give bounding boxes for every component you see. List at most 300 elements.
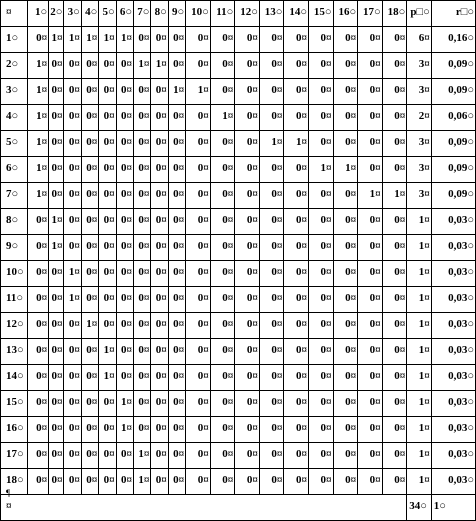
- table-cell: [116, 131, 133, 157]
- table-cell-text: 0¤: [345, 318, 357, 330]
- table-cell-text: 0¤: [295, 188, 307, 200]
- table-cell-text: 0¤: [138, 240, 150, 252]
- column-header-text: 10○: [191, 6, 209, 18]
- table-cell: [116, 209, 133, 235]
- table-cell: [116, 157, 133, 183]
- table-cell: [64, 27, 81, 53]
- table-cell-text: 0¤: [246, 214, 258, 226]
- table-cell: [358, 157, 383, 183]
- table-cell: [116, 417, 133, 443]
- table-cell: [259, 417, 284, 443]
- table-cell-text: 0,03○: [448, 422, 474, 434]
- table-cell-text: 0¤: [103, 396, 115, 408]
- table-cell: [151, 469, 168, 495]
- table-cell-text: 1¤: [36, 84, 48, 96]
- table-cell-text: 0¤: [271, 370, 283, 382]
- table-cell-text: 0¤: [121, 344, 132, 356]
- table-cell-text: 0¤: [36, 448, 48, 460]
- table-cell-text: 1¤: [418, 370, 430, 382]
- table-cell-text: 0¤: [295, 292, 307, 304]
- column-header-text: 17○: [363, 6, 381, 18]
- table-cell: [64, 339, 81, 365]
- table-cell-text: 1¤: [121, 422, 132, 434]
- row-label: [1, 443, 28, 469]
- table-cell-text: 0¤: [295, 448, 307, 460]
- table-cell-text: 0¤: [345, 84, 357, 96]
- table-cell-text: 0¤: [173, 318, 185, 330]
- table-cell: [99, 157, 116, 183]
- row-label-text: 10○: [6, 266, 24, 278]
- total-label-text: ¤: [6, 500, 12, 512]
- column-header: [382, 1, 407, 27]
- table-cell-text: 0¤: [369, 396, 381, 408]
- table-row: [1, 209, 476, 235]
- table-cell: [116, 235, 133, 261]
- table-cell: [81, 209, 98, 235]
- table-cell: [168, 469, 185, 495]
- table-cell-text: 0¤: [36, 318, 48, 330]
- table-cell: [151, 365, 168, 391]
- table-cell-text: 0¤: [320, 266, 332, 278]
- table-cell: [235, 27, 260, 53]
- table-cell-text: 0¤: [222, 370, 234, 382]
- table-cell-text: 0¤: [173, 162, 185, 174]
- table-cell: [134, 339, 151, 365]
- table-cell-text: 0,03○: [448, 396, 474, 408]
- table-cell: [27, 27, 48, 53]
- table-cell-text: 0¤: [394, 136, 406, 148]
- table-cell-text: 0¤: [246, 370, 258, 382]
- table-cell: [151, 183, 168, 209]
- table-cell-text: 0¤: [394, 318, 406, 330]
- table-cell-text: 0¤: [173, 110, 185, 122]
- table-cell: [235, 287, 260, 313]
- row-label: [1, 287, 28, 313]
- table-cell-text: 0¤: [369, 474, 381, 486]
- table-row: [1, 105, 476, 131]
- column-header: [210, 1, 235, 27]
- table-cell: [134, 391, 151, 417]
- table-cell: [259, 261, 284, 287]
- table-cell-text: 0¤: [246, 84, 258, 96]
- table-cell: [186, 183, 211, 209]
- table-cell-text: 0¤: [36, 344, 48, 356]
- table-cell-text: 0¤: [121, 214, 132, 226]
- table-cell: [431, 53, 475, 79]
- table-cell-text: 0¤: [121, 58, 132, 70]
- table-cell-text: 1¤: [36, 188, 48, 200]
- table-cell-text: 0¤: [51, 84, 63, 96]
- table-cell: [81, 157, 98, 183]
- table-cell: [382, 209, 407, 235]
- table-cell: [186, 469, 211, 495]
- table-cell-text: 0¤: [320, 448, 332, 460]
- table-cell-text: 0¤: [320, 344, 332, 356]
- table-cell-text: 0¤: [222, 32, 234, 44]
- table-cell-text: 0¤: [369, 58, 381, 70]
- table-cell: [186, 261, 211, 287]
- table-cell: [49, 105, 64, 131]
- table-cell: [116, 79, 133, 105]
- table-cell-text: 0¤: [86, 396, 98, 408]
- table-cell-text: 0¤: [155, 318, 167, 330]
- table-cell-text: 0¤: [86, 370, 98, 382]
- table-cell: [64, 235, 81, 261]
- table-cell: [407, 443, 432, 469]
- table-cell-text: 0¤: [173, 188, 185, 200]
- table-cell-text: 0¤: [197, 240, 209, 252]
- table-cell: [64, 313, 81, 339]
- table-cell-text: 0¤: [320, 84, 332, 96]
- table-cell-text: 0¤: [222, 318, 234, 330]
- table-cell: [259, 53, 284, 79]
- table-cell: [431, 209, 475, 235]
- row-label-text: 7○: [6, 188, 19, 200]
- row-label-text: 1○: [6, 32, 19, 44]
- table-cell: [308, 365, 333, 391]
- table-cell-text: 0¤: [394, 292, 406, 304]
- table-cell-text: 0¤: [320, 422, 332, 434]
- table-cell: [333, 131, 358, 157]
- table-cell-text: 1¤: [418, 344, 430, 356]
- row-label: [1, 131, 28, 157]
- table-cell-text: 0¤: [320, 136, 332, 148]
- table-cell: [27, 339, 48, 365]
- table-cell: [210, 53, 235, 79]
- table-cell-text: 0¤: [197, 110, 209, 122]
- row-label: [1, 261, 28, 287]
- table-cell: [64, 209, 81, 235]
- table-cell: [235, 209, 260, 235]
- table-cell-text: 0¤: [68, 136, 80, 148]
- table-cell: [358, 365, 383, 391]
- table-cell: [431, 235, 475, 261]
- table-cell: [134, 417, 151, 443]
- table-cell: [333, 157, 358, 183]
- table-cell-text: 0¤: [155, 448, 167, 460]
- table-cell-text: 0¤: [222, 240, 234, 252]
- table-cell-text: 0,03○: [448, 292, 474, 304]
- table-cell: [407, 209, 432, 235]
- table-cell-text: 0¤: [155, 396, 167, 408]
- table-cell: [168, 105, 185, 131]
- table-cell: [382, 105, 407, 131]
- table-cell-text: 0¤: [103, 474, 115, 486]
- table-cell: [431, 339, 475, 365]
- table-cell-text: 0¤: [345, 344, 357, 356]
- row-label-text: 9○: [6, 240, 19, 252]
- table-cell-text: 1¤: [103, 370, 115, 382]
- row-label: [1, 235, 28, 261]
- table-cell-text: 0¤: [222, 266, 234, 278]
- table-cell-text: 0¤: [320, 292, 332, 304]
- column-header-text: 8○: [154, 6, 167, 18]
- corner-cell: [1, 1, 28, 27]
- table-cell: [81, 417, 98, 443]
- table-cell: [284, 183, 309, 209]
- table-cell-text: 0¤: [138, 32, 150, 44]
- table-cell-text: 0¤: [222, 344, 234, 356]
- table-cell-text: 0¤: [271, 292, 283, 304]
- table-cell-text: 0¤: [246, 474, 258, 486]
- table-cell-text: 1¤: [86, 318, 98, 330]
- table-cell-text: 0¤: [271, 110, 283, 122]
- row-label-text: 12○: [6, 318, 24, 330]
- table-cell-text: 0¤: [320, 370, 332, 382]
- row-label: [1, 339, 28, 365]
- table-cell: [168, 53, 185, 79]
- table-cell: [116, 27, 133, 53]
- table-cell: [235, 183, 260, 209]
- table-cell-text: 1¤: [138, 448, 150, 460]
- row-label-text: 16○: [6, 422, 24, 434]
- table-cell: [407, 235, 432, 261]
- table-cell: [134, 443, 151, 469]
- table-cell-text: 0¤: [394, 422, 406, 434]
- table-row: [1, 287, 476, 313]
- table-cell-text: 0¤: [345, 292, 357, 304]
- table-cell-text: 0¤: [295, 214, 307, 226]
- column-header: [168, 1, 185, 27]
- table-cell-text: 1¤: [51, 240, 63, 252]
- table-cell-text: 0¤: [51, 188, 63, 200]
- table-cell: [168, 365, 185, 391]
- table-cell: [99, 27, 116, 53]
- table-cell: [284, 261, 309, 287]
- table-row: [1, 53, 476, 79]
- column-header: [151, 1, 168, 27]
- table-cell-text: 0¤: [51, 266, 63, 278]
- table-cell: [49, 157, 64, 183]
- row-label: [1, 417, 28, 443]
- table-cell: [49, 209, 64, 235]
- table-row: [1, 313, 476, 339]
- table-cell: [210, 131, 235, 157]
- table-cell-text: 0¤: [86, 240, 98, 252]
- table-cell: [116, 313, 133, 339]
- table-cell-text: 1¤: [271, 136, 283, 148]
- table-cell-text: 0¤: [222, 162, 234, 174]
- table-cell-text: 0¤: [155, 110, 167, 122]
- table-cell-text: 0¤: [394, 240, 406, 252]
- table-cell: [134, 469, 151, 495]
- table-cell-text: 0¤: [86, 214, 98, 226]
- table-cell-text: 0¤: [155, 422, 167, 434]
- table-cell: [308, 157, 333, 183]
- table-cell-text: 0¤: [121, 162, 132, 174]
- table-cell: [407, 339, 432, 365]
- table-cell-text: 0¤: [345, 214, 357, 226]
- table-cell: [49, 443, 64, 469]
- table-cell-text: 0¤: [246, 58, 258, 70]
- column-header-text: 16○: [338, 6, 357, 18]
- table-cell-text: 0¤: [173, 136, 185, 148]
- table-cell-text: 1¤: [295, 136, 307, 148]
- table-cell: [407, 157, 432, 183]
- table-cell: [27, 105, 48, 131]
- table-cell: [151, 287, 168, 313]
- table-cell-text: 0¤: [295, 474, 307, 486]
- paragraph-mark: ¶: [6, 488, 11, 498]
- row-label-text: 3○: [6, 84, 19, 96]
- table-cell: [382, 183, 407, 209]
- table-cell: [431, 131, 475, 157]
- table-cell: [382, 261, 407, 287]
- table-cell: [27, 313, 48, 339]
- table-cell-text: 0¤: [138, 214, 150, 226]
- table-cell: [134, 209, 151, 235]
- table-cell: [210, 27, 235, 53]
- table-cell-text: 0¤: [197, 344, 209, 356]
- table-cell: [49, 27, 64, 53]
- table-cell: [64, 417, 81, 443]
- table-cell: [210, 261, 235, 287]
- table-cell-text: 1¤: [68, 266, 80, 278]
- table-cell: [168, 443, 185, 469]
- table-cell-text: 0¤: [222, 474, 234, 486]
- table-cell-text: 0¤: [345, 474, 357, 486]
- table-cell-text: 0¤: [246, 318, 258, 330]
- table-cell: [49, 417, 64, 443]
- table-cell: [186, 53, 211, 79]
- table-cell-text: 0,03○: [448, 344, 474, 356]
- table-cell: [333, 209, 358, 235]
- table-cell: [431, 365, 475, 391]
- table-cell: [382, 27, 407, 53]
- table-cell: [116, 261, 133, 287]
- table-cell-text: 0¤: [121, 318, 132, 330]
- table-cell-text: 0¤: [86, 292, 98, 304]
- table-cell-text: 0¤: [369, 266, 381, 278]
- table-cell: [151, 261, 168, 287]
- table-cell-text: 0¤: [320, 240, 332, 252]
- table-cell: [151, 417, 168, 443]
- table-cell-text: 1¤: [418, 214, 430, 226]
- table-cell: [81, 469, 98, 495]
- table-cell: [49, 79, 64, 105]
- table-cell-text: 0¤: [103, 162, 115, 174]
- table-cell: [81, 365, 98, 391]
- table-cell-text: 0,09○: [448, 162, 474, 174]
- table-cell: [81, 235, 98, 261]
- table-cell-text: 0¤: [369, 162, 381, 174]
- table-cell-text: 0¤: [197, 318, 209, 330]
- column-header-text: 14○: [289, 6, 307, 18]
- table-cell-text: 0¤: [121, 474, 132, 486]
- table-cell: [27, 53, 48, 79]
- table-cell-text: 0¤: [295, 344, 307, 356]
- table-cell: [333, 313, 358, 339]
- table-row: [1, 469, 476, 495]
- table-cell-text: 0¤: [271, 84, 283, 96]
- table-cell-text: 0¤: [246, 292, 258, 304]
- table-cell: [151, 105, 168, 131]
- table-cell-text: 0¤: [155, 214, 167, 226]
- table-cell: [235, 339, 260, 365]
- table-cell: [134, 79, 151, 105]
- table-cell-text: 0,03○: [448, 214, 474, 226]
- table-cell-text: 3¤: [418, 84, 430, 96]
- table-cell-text: 1¤: [197, 84, 209, 96]
- table-cell-text: 0¤: [103, 84, 115, 96]
- table-cell: [235, 443, 260, 469]
- row-label-text: 2○: [6, 58, 19, 70]
- table-cell-text: 0¤: [155, 266, 167, 278]
- table-cell: [151, 79, 168, 105]
- table-cell-text: 0¤: [222, 58, 234, 70]
- table-cell: [358, 391, 383, 417]
- table-cell-text: 0¤: [155, 136, 167, 148]
- table-cell: [151, 313, 168, 339]
- table-cell: [49, 235, 64, 261]
- table-cell-text: 0¤: [271, 318, 283, 330]
- table-cell: [333, 365, 358, 391]
- row-label-text: 13○: [6, 344, 24, 356]
- table-cell: [235, 313, 260, 339]
- table-cell: [358, 235, 383, 261]
- table-cell: [382, 131, 407, 157]
- table-cell: [431, 313, 475, 339]
- table-cell-text: 0¤: [246, 344, 258, 356]
- table-cell: [151, 391, 168, 417]
- table-cell: [81, 79, 98, 105]
- table-cell-text: 0¤: [103, 266, 115, 278]
- table-cell-text: 0¤: [345, 32, 357, 44]
- table-cell: [333, 443, 358, 469]
- table-cell: [49, 53, 64, 79]
- column-header-text: 3○: [67, 6, 80, 18]
- table-cell-text: 0¤: [51, 448, 63, 460]
- row-label-text: 5○: [6, 136, 19, 148]
- table-cell: [168, 235, 185, 261]
- table-cell-text: 1¤: [418, 448, 430, 460]
- table-cell-text: 0¤: [138, 396, 150, 408]
- table-cell-text: 0¤: [173, 240, 185, 252]
- table-cell-text: 0¤: [320, 188, 332, 200]
- table-cell-text: 0¤: [345, 266, 357, 278]
- table-cell: [186, 79, 211, 105]
- table-cell: [49, 183, 64, 209]
- table-cell-text: 0¤: [86, 58, 98, 70]
- table-cell: [308, 131, 333, 157]
- table-cell: [382, 53, 407, 79]
- table-cell-text: 0,03○: [448, 266, 474, 278]
- table-cell-text: 0¤: [369, 240, 381, 252]
- table-cell-text: 1¤: [86, 32, 98, 44]
- table-cell-text: 0¤: [369, 84, 381, 96]
- table-cell-text: 1¤: [155, 58, 167, 70]
- table-cell: [49, 287, 64, 313]
- table-cell: [358, 131, 383, 157]
- table-cell-text: 0¤: [197, 396, 209, 408]
- table-cell: [382, 79, 407, 105]
- table-cell-text: 0¤: [271, 422, 283, 434]
- table-cell: [64, 131, 81, 157]
- table-cell-text: 0,09○: [448, 58, 474, 70]
- column-header: [235, 1, 260, 27]
- table-cell: [151, 209, 168, 235]
- table-row: [1, 235, 476, 261]
- table-cell: [358, 339, 383, 365]
- table-row: [1, 261, 476, 287]
- table-cell-text: 0¤: [246, 188, 258, 200]
- table-cell: [134, 261, 151, 287]
- table-cell: [99, 183, 116, 209]
- table-cell-text: 0¤: [138, 292, 150, 304]
- table-cell-text: 0¤: [246, 162, 258, 174]
- table-cell-text: 0¤: [345, 422, 357, 434]
- table-cell: [116, 469, 133, 495]
